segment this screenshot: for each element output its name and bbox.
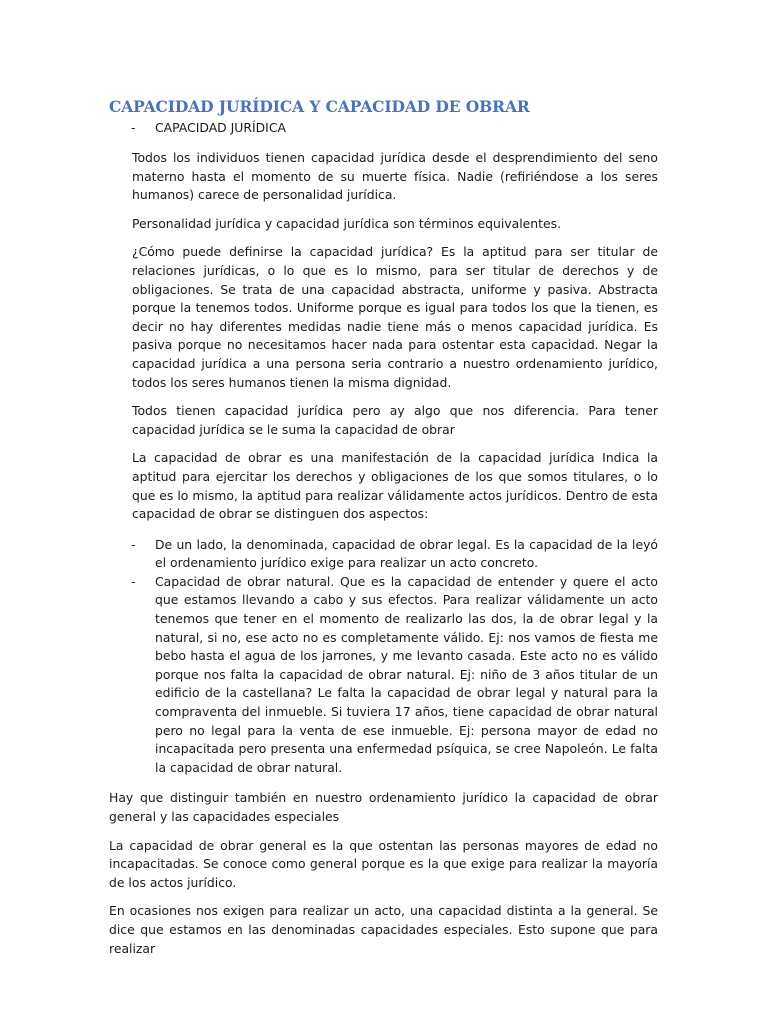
list-item bbox=[109, 536, 658, 573]
paragraph: ¿Cómo puede definirse la capacidad jurídica? Es la aptitud para ser titular de relaciones jurídicas, o lo que es lo mismo, para ser titular de derechos y de obligaciones. Se trata de una capacidad abstracta, uniforme y pasiva. Abstracta porque la tenemos todos. Uniforme porque es igual para todos los que la tienen, es decir no hay diferentes medidas nadie tiene más o menos capacidad jurídica. Es pasiva porque no necesitamos hacer nada para ostentar esta capacidad. Negar la capacidad jurídica a una persona seria contrario a nuestro ordenamiento jurídico, todos los seres humanos tienen la misma dignidad. bbox=[132, 244, 658, 390]
bullet-list bbox=[109, 536, 658, 778]
paragraph: La capacidad de obrar es una manifestación de la capacidad jurídica Indica la aptitud para ejercitar los derechos y obligaciones de los que somos titulares, o lo que es lo mismo, la aptitud para realizar válidamente actos jurídicos. Dentro de esta capacidad de obrar se distinguen dos aspectos: bbox=[132, 450, 658, 522]
bullet-dash: - bbox=[131, 536, 136, 552]
paragraph: Todos los individuos tienen capacidad jurídica desde el desprendimiento del seno materno hasta el momento de su muerte física. Nadie (refiriéndose a los seres humanos) carece de personalidad jurídica. bbox=[132, 150, 658, 203]
bullet-dash: - bbox=[131, 120, 136, 135]
document-title: CAPACIDAD JURÍDICA Y CAPACIDAD DE OBRAR bbox=[109, 97, 530, 116]
paragraph: Personalidad jurídica y capacidad jurídica son términos equivalentes. bbox=[132, 215, 562, 231]
section-heading-text: CAPACIDAD JURÍDICA bbox=[155, 120, 286, 135]
document-body bbox=[109, 97, 658, 958]
list-item bbox=[109, 573, 658, 778]
section-heading bbox=[109, 119, 658, 137]
paragraph: Hay que distinguir también en nuestro ordenamiento jurídico la capacidad de obrar general y las capacidades especiales bbox=[109, 790, 658, 824]
list-item-text: Capacidad de obrar natural. Que es la capacidad de entender y quere el acto que estamos llevando a cabo y sus efectos. Para realizar válidamente un acto tenemos que tener en el momento de realizarlo las dos, la de obrar legal y la natural, si no, ese acto no es completamente válido. Ej: nos vamos de fiesta me bebo hasta el agua de los jarrones, y me levanto casada. Este acto no es válido porque nos falta la capacidad de obrar natural. Ej: niño de 3 años titular de un edificio de la castellana? Le falta la capacidad de obrar legal y natural para la compraventa del inmueble. Si tuviera 17 años, tiene capacidad de obrar natural pero no legal para la venta de ese inmueble. Ej: persona mayor de edad no incapacitada pero presenta una enfermedad psíquica, se cree Napoleón. Le falta la capacidad de obrar natural. bbox=[155, 573, 658, 775]
paragraph: Todos tienen capacidad jurídica pero ay algo que nos diferencia. Para tener capacidad jurídica se le suma la capacidad de obrar bbox=[132, 403, 658, 437]
paragraph: La capacidad de obrar general es la que ostentan las personas mayores de edad no incapacitadas. Se conoce como general porque es la que exige para realizar la mayoría de los actos jurídico. bbox=[109, 837, 658, 890]
bullet-dash: - bbox=[131, 573, 136, 589]
list-item-text: De un lado, la denominada, capacidad de obrar legal. Es la capacidad de la leyó el ordenamiento jurídico exige para realizar un acto concreto. bbox=[155, 536, 658, 571]
paragraph: En ocasiones nos exigen para realizar un acto, una capacidad distinta a la general. Se dice que estamos en las denominadas capacidades especiales. Esto supone que para realizar bbox=[109, 903, 658, 956]
